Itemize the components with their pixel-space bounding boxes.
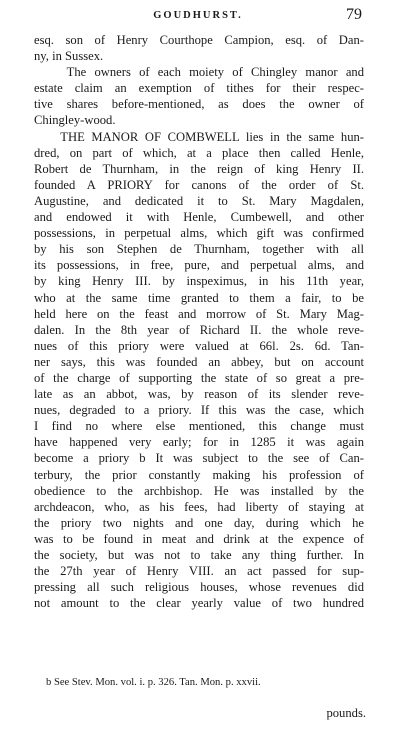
text-line: Augustine, and dedicated it to St. Mary Magdalen, [34,193,364,208]
text-line: terbury, the prior constantly making his profession of [34,467,364,482]
text-line: dalen. In the 8th year of Richard II. the whole reve- [34,322,364,337]
text-line: The owners of each moiety of Chingley manor and [34,65,364,80]
text-line: not amount to the clear yearly value of two hundred [34,596,364,611]
running-head: GOUDHURST. [153,10,243,21]
text-line: the priory two nights and one day, during which he [34,515,364,530]
text-line: tive shares before-mentioned, as does the owner of [34,97,364,112]
body-text [34,32,364,611]
text-line: esq. son of Henry Courthope Campion, esq. of Dan- [34,33,364,47]
text-line: late as an abbot, was, by reason of its slender reve- [34,387,364,402]
text-line: obedience to the archbishop. He was installed by the [34,483,364,498]
text-line: the society, but was not to take any thing further. In [34,548,364,562]
text-line: archdeacon, who, as his fees, had liberty of staying at [34,499,364,514]
text-line: Robert de Thurnham, in the reign of king Henry II. [34,161,364,176]
text-line: by king Henry III. by inspeximus, in his 11th year, [34,274,364,289]
catchword: pounds. [326,706,366,720]
text-line: who at the same time granted to them a fair, to be [34,290,364,305]
text-line: ner says, this was founded an abbey, but on account [34,354,364,369]
text-line: of the charge of supporting the state of so great a pre- [34,370,364,385]
text-line: pressing all such religious houses, whose revenues did [34,580,364,595]
text-line: have happened very early; for in 1285 it was again [34,435,364,450]
text-line: nues of this priory were valued at 66l. 2s. 6d. Tan- [34,338,364,353]
text-line: and endowed it with Henle, Cumbewell, and other [34,210,364,225]
page-number: 79 [346,6,362,23]
text-line: ny, in Sussex. [34,49,104,64]
text-line: possessions, in perpetual alms, which gift was confirmed [34,226,364,241]
text-line: held here on the feast and morrow of St. Mary Mag- [34,306,364,321]
text-line: nues, degraded to a priory. If this was the case, which [34,403,364,418]
text-line: estate claim an exemption of tithes for their respec- [34,81,364,96]
footnote [34,676,364,690]
text-line: Chingley-wood. [34,113,116,128]
text-line: dred, on part of which, at a place then called Henle, [34,145,364,160]
text-line: founded A PRIORY for canons of the order of St. [34,177,364,192]
footnote-text: b See Stev. Mon. vol. i. p. 326. Tan. Mon. p. xxvii. [46,677,261,688]
text-line: THE MANOR OF COMBWELL lies in the same hun- [34,129,364,144]
text-line: the 27th year of Henry VIII. an act passed for sup- [34,564,364,579]
text-line: its possessions, in free, pure, and perpetual alms, and [34,258,364,273]
text-line: was to be found in meat and drink at the expence of [34,531,364,546]
text-line: by his son Stephen de Thurnham, together with all [34,242,364,257]
text-line: become a priory b It was subject to the see of Can- [34,451,364,466]
page-header [34,6,362,28]
text-line: I find no where else mentioned, this change must [34,419,364,434]
